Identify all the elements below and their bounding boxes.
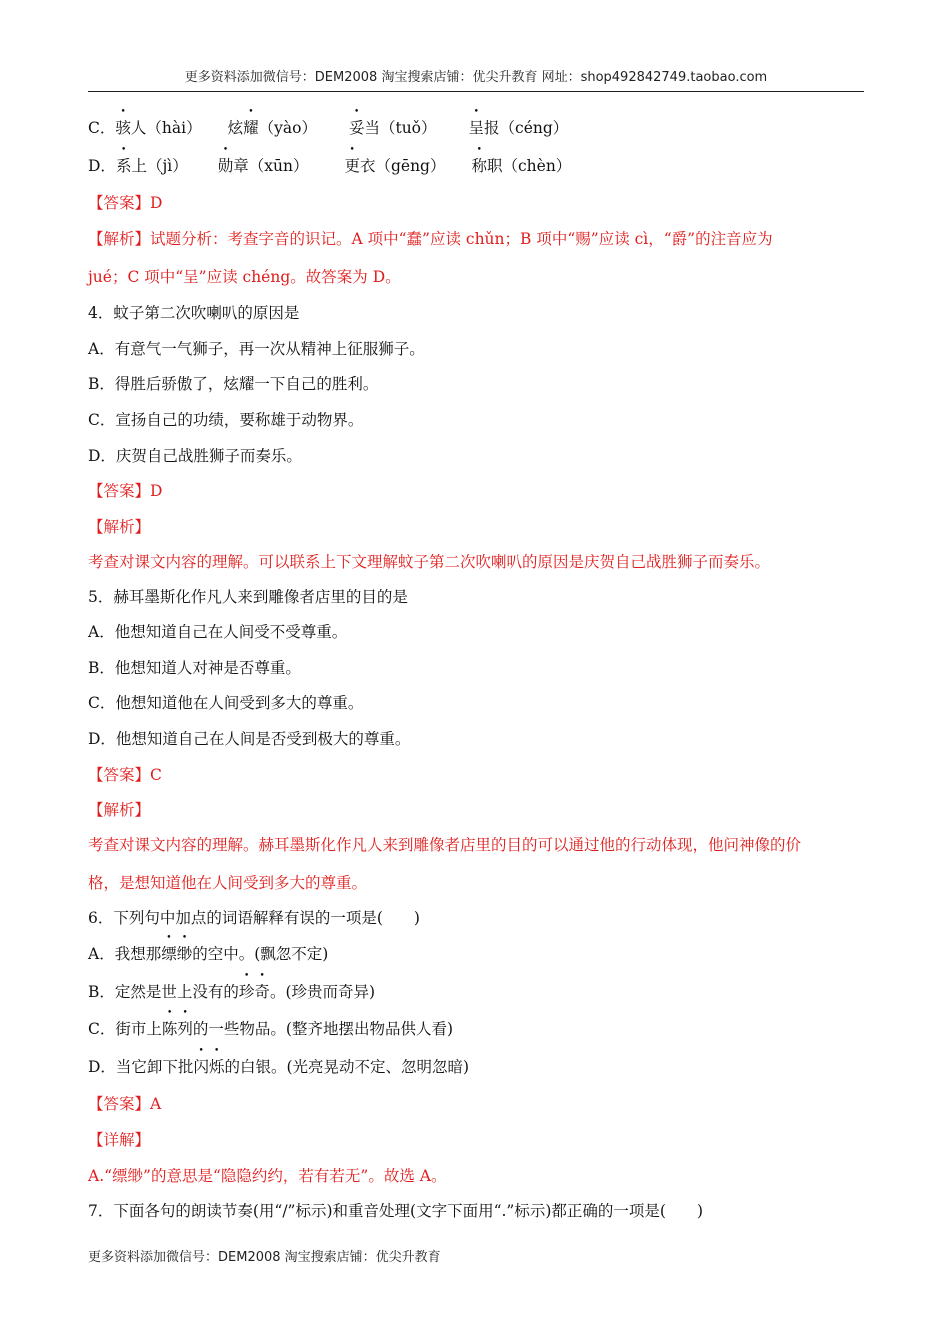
dotted-char: 烁 xyxy=(208,1058,225,1076)
q3-answer: 【答案】D xyxy=(88,194,163,212)
dotted-char: 珍 xyxy=(238,983,255,1001)
dotted-char: 奇 xyxy=(254,983,270,1001)
dotted-char: 系 xyxy=(115,157,132,175)
q6-option-a: A．我想那缥缈的空中。(飘忽不定) xyxy=(88,945,329,963)
q5-analysis-line2: 格，是想知道他在人间受到多大的尊重。 xyxy=(88,874,368,892)
q4-analysis-label: 【解析】 xyxy=(88,518,151,536)
q6-option-c: C．街市上陈列的一些物品。(整齐地摆出物品供人看) xyxy=(88,1020,454,1038)
dotted-char: 耀 xyxy=(243,119,259,137)
q4-stem: 4．蚊子第二次吹喇叭的原因是 xyxy=(88,304,300,322)
q5-answer: 【答案】C xyxy=(88,766,162,784)
q5-analysis-label: 【解析】 xyxy=(88,801,151,819)
q4-answer: 【答案】D xyxy=(88,482,163,500)
dotted-char: 更 xyxy=(344,157,360,175)
q6-detail-label: 【详解】 xyxy=(88,1131,151,1149)
q4-option-d: D．庆贺自己战胜狮子而奏乐。 xyxy=(88,447,302,465)
dotted-char: 勋 xyxy=(217,157,234,175)
dotted-char: 呈 xyxy=(468,119,485,137)
q3-option-d: D．系上（jì） 勋章（xūn） 更衣（gēng） 称职（chèn） xyxy=(88,157,572,175)
q6-stem: 6．下列句中加点的词语解释有误的一项是( ) xyxy=(88,909,420,927)
dotted-char: 妥 xyxy=(348,119,365,137)
q7-stem: 7．下面各句的朗读节奏(用“/”标示)和重音处理(文字下面用“.”标示)都正确的一项是( ) xyxy=(88,1202,703,1220)
q6-answer: 【答案】A xyxy=(88,1095,162,1113)
q6-option-d: D．当它卸下批闪烁的白银。(光亮晃动不定、忽明忽暗) xyxy=(88,1058,470,1076)
q6-option-b: B．定然是世上没有的珍奇。(珍贵而奇异) xyxy=(88,983,376,1001)
q4-analysis-text: 考查对课文内容的理解。可以联系上下文理解蚊子第二次吹喇叭的原因是庆贺自己战胜狮子而奏乐。 xyxy=(88,553,771,571)
q5-option-c: C．他想知道他在人间受到多大的尊重。 xyxy=(88,694,364,712)
q5-option-b: B．他想知道人对神是否尊重。 xyxy=(88,659,301,677)
dotted-char: 闪 xyxy=(193,1058,209,1076)
q3-option-c: C．骇人（hài） 炫耀（yào） 妥当（tuǒ） 呈报（céng） xyxy=(88,119,569,137)
page-header: 更多资料添加微信号：DEM2008 淘宝搜索店铺：优尖升教育 网址：shop492842749.taobao.com xyxy=(88,66,864,92)
dotted-char: 陈 xyxy=(161,1020,178,1038)
dotted-char: 缥 xyxy=(161,945,177,963)
q3-analysis-line2: jué；C 项中“呈”应读 chéng。故答案为 D。 xyxy=(88,268,401,286)
q4-option-a: A．有意气一气狮子，再一次从精神上征服狮子。 xyxy=(88,340,425,358)
q4-option-c: C．宣扬自己的功绩，要称雄于动物界。 xyxy=(88,411,364,429)
q5-stem: 5．赫耳墨斯化作凡人来到雕像者店里的目的是 xyxy=(88,588,408,606)
q5-analysis-line1: 考查对课文内容的理解。赫耳墨斯化作凡人来到雕像者店里的目的可以通过他的行动体现，他问神像的价 xyxy=(88,836,802,854)
page-footer: 更多资料添加微信号：DEM2008 淘宝搜索店铺：优尖升教育 xyxy=(88,1250,441,1265)
dotted-char: 称 xyxy=(471,157,487,175)
dotted-char: 骇 xyxy=(115,119,131,137)
q3-analysis-line1: 【解析】试题分析：考查字音的识记。A 项中“蠢”应读 chǔn；B 项中“赐”应读 cì，“爵”的注音应为 xyxy=(88,230,773,248)
q6-detail-text: A.“缥缈”的意思是“隐隐约约，若有若无”。故选 A。 xyxy=(88,1167,447,1185)
q5-option-d: D．他想知道自己在人间是否受到极大的尊重。 xyxy=(88,730,411,748)
dotted-char: 列 xyxy=(177,1020,193,1038)
dotted-char: 缈 xyxy=(176,945,193,963)
q4-option-b: B．得胜后骄傲了，炫耀一下自己的胜利。 xyxy=(88,375,379,393)
q5-option-a: A．他想知道自己在人间受不受尊重。 xyxy=(88,623,348,641)
